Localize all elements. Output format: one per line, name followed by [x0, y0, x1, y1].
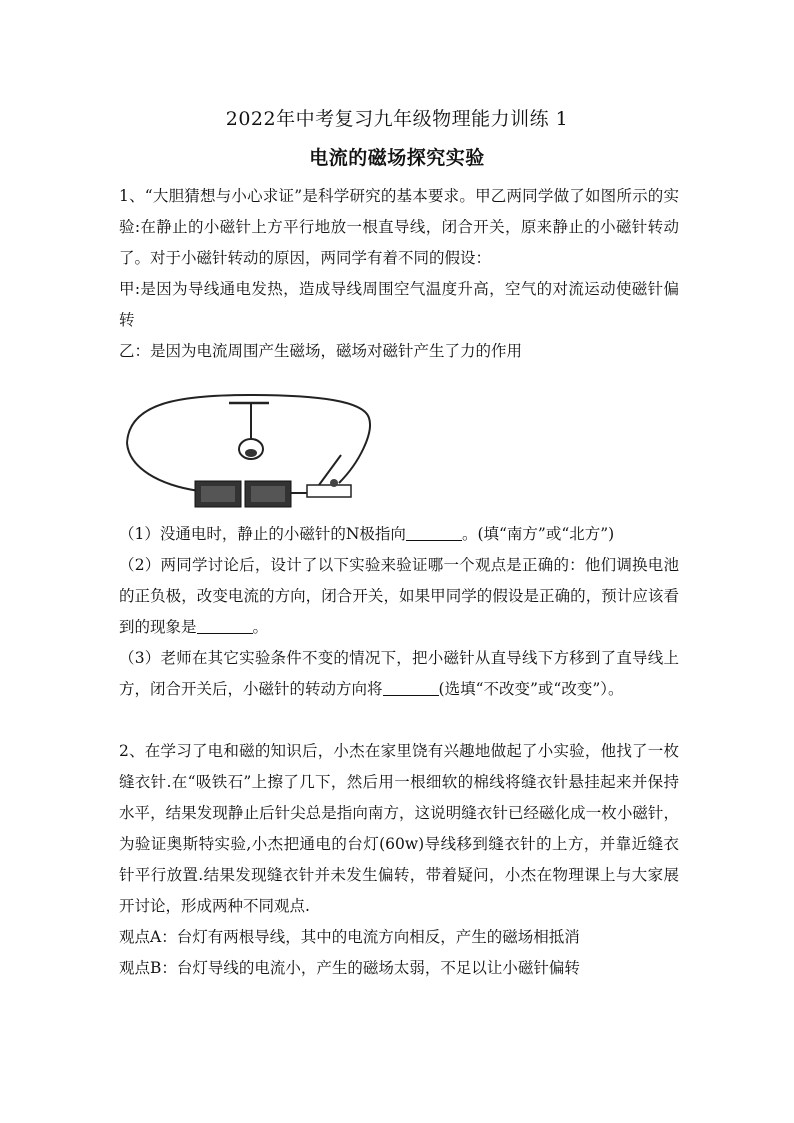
- q1-hypothesis-jia: 甲:是因为导线通电发热，造成导线周围空气温度升高，空气的对流运动使磁针偏转: [119, 280, 679, 329]
- circuit-wire-lower: [127, 443, 199, 491]
- q1-sub1-blank[interactable]: [406, 522, 462, 541]
- q1-sub2: [119, 550, 679, 643]
- battery-2-detail: [251, 486, 285, 502]
- q1-sub1-text-a: （1）没通电时，静止的小磁针的N极指向: [119, 525, 406, 543]
- q1-sub3-text-b: (选填“不改变”或“改变”）。: [438, 680, 624, 698]
- circuit-figure: [119, 373, 379, 513]
- q1-sub3: [119, 643, 679, 705]
- section-spacer: [119, 705, 679, 736]
- q1-sub2-text-a: （2）两同学讨论后，设计了以下实验来验证哪一个观点是正确的：他们调换电池的正负极，改变电流的方向，闭合开关，如果甲同学的假设是正确的，预计应该看到的现象是: [119, 556, 679, 636]
- document-body: [119, 181, 679, 984]
- q2-intro: 2、在学习了电和磁的知识后，小杰在家里饶有兴趣地做起了小实验，他找了一枚缝衣针.在“吸铁石”上擦了几下，然后用一根细软的棉线将缝衣针悬挂起来并保持水平，结果发现静止后针尖总是指向南方，这说明缝衣针已经磁化成一枚小磁针， 为验证奥斯特实验,小杰把通电的台灯(60w)导线移到缝衣针的上方，并靠近缝衣针平行放置.结果发现缝衣针并未发生偏转，带着疑问，小杰在物理课上与大家展开讨论，形成两种不同观点.: [119, 742, 679, 915]
- switch-knob: [330, 479, 338, 487]
- switch-base-icon: [307, 485, 351, 497]
- switch-lever: [319, 455, 341, 485]
- compass-base: [245, 449, 257, 457]
- battery-1-detail: [201, 486, 235, 502]
- document-title: 2022年中考复习九年级物理能力训练 1: [225, 108, 569, 130]
- q2-view-b: 观点B：台灯导线的电流小，产生的磁场太弱，不足以让小磁针偏转: [119, 959, 580, 977]
- q1-hypothesis-yi: 乙：是因为电流周围产生磁场，磁场对磁针产生了力的作用: [119, 342, 523, 360]
- q1-sub3-blank[interactable]: [383, 677, 439, 696]
- q1-sub2-text-b: 。: [252, 618, 269, 636]
- q1-sub2-blank[interactable]: [197, 615, 253, 634]
- q1-sub1: [119, 519, 679, 550]
- q1-sub3-text-a: （3）老师在其它实验条件不变的情况下，把小磁针从直导线下方移到了直导线上方，闭合开关后，小磁针的转动方向将: [119, 649, 679, 698]
- q2-view-a: 观点A：台灯有两根导线，其中的电流方向相反，产生的磁场相抵消: [119, 928, 580, 946]
- q1-intro: 1、“大胆猜想与小心求证”是科学研究的基本要求。甲乙两同学做了如图所示的实验:在静止的小磁针上方平行地放一根直导线，闭合开关，原来静止的小磁针转动了。对于小磁针转动的原因，两同学有着不同的假设：: [119, 187, 679, 267]
- document-subtitle: 电流的磁场探究实验: [309, 147, 485, 169]
- q1-sub1-text-b: 。(填“南方”或“北方”): [461, 525, 615, 543]
